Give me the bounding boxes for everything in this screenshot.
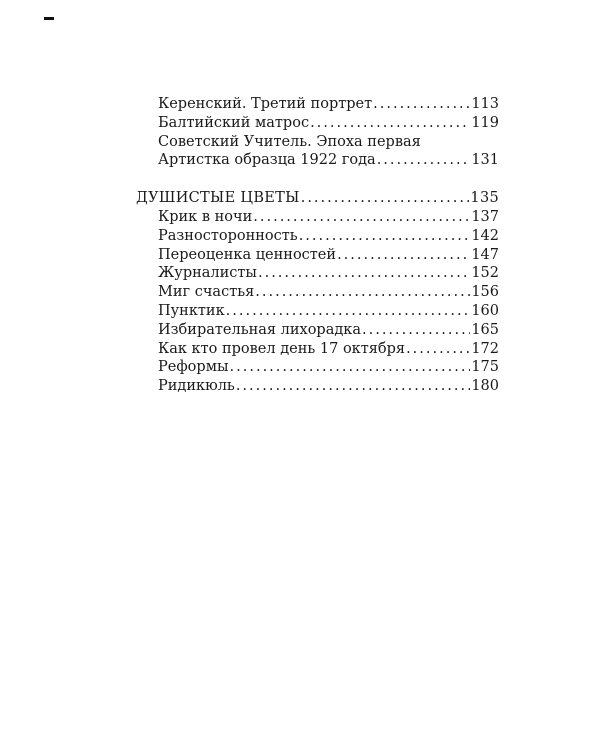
entry-page: 147 bbox=[471, 246, 499, 263]
toc-entry bbox=[136, 283, 499, 302]
leader-dots bbox=[255, 283, 470, 302]
toc-entry bbox=[136, 340, 499, 359]
entry-page: 165 bbox=[471, 321, 499, 338]
leader-dots bbox=[301, 189, 470, 208]
entry-page: 142 bbox=[471, 227, 499, 244]
entry-page: 175 bbox=[471, 359, 499, 376]
table-of-contents bbox=[136, 95, 499, 396]
entry-page: 152 bbox=[471, 265, 499, 282]
section-page: 135 bbox=[470, 190, 499, 207]
entry-page: 113 bbox=[471, 96, 499, 112]
toc-entry bbox=[136, 151, 499, 170]
toc-entry bbox=[136, 227, 499, 246]
toc-entry bbox=[136, 133, 499, 152]
leader-dots bbox=[337, 246, 470, 265]
entry-page: 160 bbox=[471, 302, 499, 319]
leader-dots bbox=[377, 151, 471, 170]
leader-dots bbox=[362, 321, 470, 340]
leader-dots bbox=[226, 302, 471, 321]
leader-dots bbox=[253, 208, 470, 227]
toc-entry bbox=[136, 208, 499, 227]
leader-dots bbox=[299, 227, 471, 246]
entry-page: 137 bbox=[471, 208, 499, 225]
toc-entry bbox=[136, 358, 499, 377]
leader-dots bbox=[230, 358, 471, 377]
entry-title: Журналисты bbox=[158, 265, 257, 282]
entry-page: 180 bbox=[471, 378, 499, 395]
entry-title: Балтийский матрос bbox=[158, 114, 310, 131]
toc-entry bbox=[136, 302, 499, 321]
leader-dots bbox=[373, 95, 470, 114]
entry-title: Артистка образца 1922 года bbox=[158, 152, 376, 169]
entry-title: Ридикюль bbox=[158, 378, 235, 395]
leader-dots bbox=[258, 264, 470, 283]
entry-title: Реформы bbox=[158, 359, 229, 376]
entry-title: Как кто провел день 17 октября bbox=[158, 340, 406, 357]
entry-title: Разносторонность bbox=[158, 227, 298, 244]
scan-mark bbox=[44, 17, 54, 20]
entry-title: Избирательная лихорадка bbox=[158, 321, 361, 338]
entry-page: 119 bbox=[471, 114, 499, 131]
toc-section-heading bbox=[136, 189, 499, 208]
entry-title: Миг счастья bbox=[158, 284, 255, 301]
entry-title: Керенский. Третий портрет bbox=[158, 96, 373, 112]
entry-page: 172 bbox=[471, 340, 499, 357]
entry-page: 156 bbox=[471, 284, 499, 301]
toc-entry bbox=[136, 377, 499, 396]
toc-entry bbox=[136, 264, 499, 283]
entry-title: Крик в ночи bbox=[158, 208, 253, 225]
entry-title: Советский Учитель. Эпоха первая bbox=[158, 133, 421, 150]
toc-entry bbox=[136, 114, 499, 133]
toc-entry bbox=[136, 246, 499, 265]
entry-title: Пунктик bbox=[158, 302, 225, 319]
entry-page: 131 bbox=[471, 152, 499, 169]
toc-entry bbox=[136, 95, 499, 114]
toc-entry bbox=[136, 321, 499, 340]
entry-title: Переоценка ценностей bbox=[158, 246, 337, 263]
leader-dots bbox=[310, 114, 470, 133]
leader-dots bbox=[236, 377, 471, 396]
section-title: ДУШИСТЫЕ ЦВЕТЫ bbox=[136, 190, 300, 207]
leader-dots bbox=[406, 340, 470, 359]
